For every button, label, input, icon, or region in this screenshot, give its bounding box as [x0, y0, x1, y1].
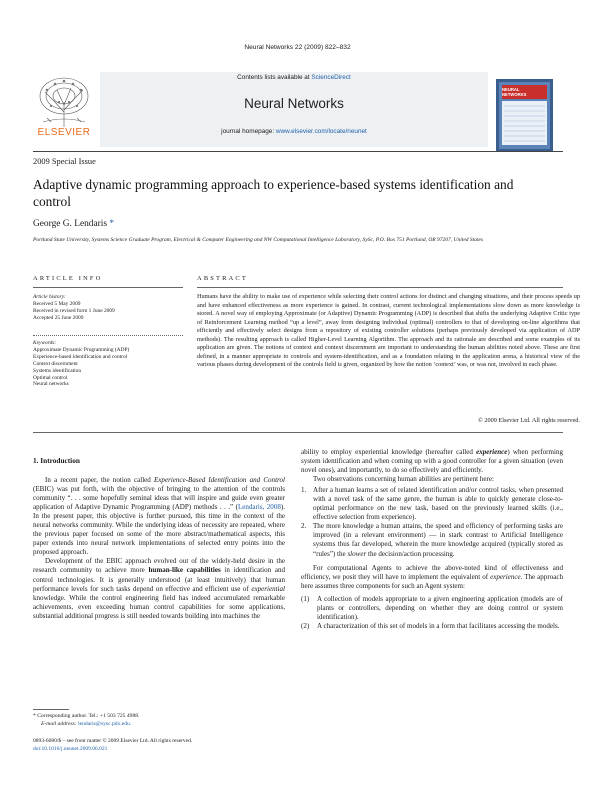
paragraph	[33, 476, 285, 557]
text-run: experience	[476, 448, 508, 456]
history-item: Received in revised form 1 June 2009	[33, 307, 115, 314]
text-run: Experience-Based Identification and Control	[154, 476, 285, 484]
keyword-item: Approximate Dynamic Programming (ADP)	[33, 346, 130, 353]
corresponding-author-note: * Corresponding author. Tel.: +1 503 725 4988.	[33, 713, 140, 719]
email-link[interactable]: lendaris@sysc.pdx.edu.	[78, 721, 132, 727]
author-affiliation: Portland State University, Systems Science Graduate Program, Electrical & Computer Engineering and NW Computational Intelligence Laboratory, SySc, P.O. Box 751 Portland, OR 97207, United States	[33, 237, 484, 243]
paragraph: Two observations concerning human abilities are pertinent here:	[313, 475, 494, 484]
issn-line: 0893-6080/$ – see front matter © 2009 Elsevier Ltd. All rights reserved.	[33, 738, 193, 744]
list-text: the decision/action processing.	[366, 549, 455, 558]
history-item: Accepted 25 June 2009	[33, 314, 84, 321]
abstract-text: Humans have the ability to make use of experience while selecting their control actions for distinct and changing situations, and their process speeds up and have enhanced effectiveness as more experience is gained. In contrast, current technological implementations slow down as more knowledge is stored. A novel way of employing Approximate (or Adaptive) Dynamic Programming (ADP) is described that shifts the underlying Adaptive Critic type of Reinforcement Learning method “up a level”, away from designing individual (optimal) controllers to that of developing on-line algorithms that efficiently and effectively select designs from a repository of existing controller solutions (perhaps previously developed via application of ADP methods). The resulting approach is called Higher-Level Learning Algorithm. The approach and its rationale are described and some examples of its application are given. The notions of context and context discernment are important to understanding the human abilities noted above. These are first defined, in a manner appropriate to controls and system-identification, and as a foundation relating to the application arena, a historical view of the various phases during development of the controls field is given, organized by how the notion ‘context’ was, or was not, involved in each phase.	[197, 293, 580, 368]
right-column	[301, 448, 563, 631]
paragraph	[301, 448, 563, 475]
list-number: (2)	[301, 621, 310, 630]
history-item: Received 5 May 2009	[33, 300, 81, 307]
contents-prefix: Contents lists available at	[237, 74, 312, 81]
journal-running-header: Neural Networks 22 (2009) 822–832	[244, 44, 351, 51]
list-number: 2.	[301, 522, 307, 531]
article-identifiers	[33, 738, 283, 753]
journal-homepage-link[interactable]: www.elsevier.com/locate/neunet	[275, 128, 367, 135]
keyword-item: Experience-based identification and control	[33, 353, 128, 360]
list-text: A collection of models appropriate to a given engineering application (models are of plants or controllers, depending on whether they are doing control or system identification).	[317, 594, 563, 621]
list-text: The more knowledge a human attains, the speed and efficiency of performing tasks are improved (in a relevant environment) — in stark contrast to Artificial Intelligence systems thus far developed, wherein the more knowledge acquired (typically stored as “rules”) the	[313, 522, 563, 558]
text-run: experiential	[251, 584, 285, 593]
text-run: human-like capabilities	[148, 566, 221, 575]
author-name: George G. Lendaris	[33, 219, 108, 229]
header-rule	[33, 151, 563, 152]
list-text: slower	[347, 549, 367, 558]
homepage-prefix: journal homepage:	[221, 128, 276, 135]
article-title: Adaptive dynamic programming approach to experience-based systems identification and control	[33, 177, 514, 209]
abstract-bottom-rule	[33, 432, 563, 433]
author-line	[33, 219, 114, 229]
list-item	[301, 522, 563, 558]
article-info-rule	[33, 287, 183, 288]
text-run: ability to employ experiential knowledge (hereafter called	[301, 448, 477, 456]
journal-title: Neural Networks	[244, 96, 344, 111]
list-number: (1)	[301, 594, 310, 603]
keyword-item: Context discernment	[33, 360, 78, 367]
text-run: For computational Agents to achieve the above-noted kind of effectiveness and efficiency, we posit they will have to implement the equivalent of	[301, 563, 563, 581]
article-info-heading: ARTICLE INFO	[33, 275, 103, 282]
abstract-heading: ABSTRACT	[197, 275, 248, 282]
publisher-name: ELSEVIER	[37, 127, 91, 138]
keyword-item: Neural networks	[33, 381, 69, 388]
text-run: knowledge. While the control engineering field has indeed accumulated remarkable achievements, even exceeding human control capabilities for some applications, substantial additional progress is still needed towards building into machines the	[33, 593, 285, 620]
text-run: Development of the EBIC approach evolved out of the widely-held desire in the research community to achieve more	[33, 557, 285, 575]
text-run: experience	[490, 572, 521, 581]
list-number: 1.	[301, 486, 307, 495]
section-heading: 1. Introduction	[33, 456, 80, 465]
sciencedirect-link[interactable]: ScienceDirect	[311, 74, 351, 81]
text-run: . The approach here assumes three components for such an Agent system:	[301, 572, 563, 590]
email-label: E-mail address:	[41, 721, 79, 727]
keywords-label: Keywords:	[33, 340, 57, 346]
special-issue-label: 2009 Special Issue	[33, 157, 96, 166]
keywords-block	[33, 340, 188, 388]
text-run: ). In the present paper, this objective is further pursued, this time in the context of the neural networks community. While the underlying ideas of necessity are repeated, where the previous paper focused on some of the more abstract/mathematical aspects, this paper extends into neural network implementations of selected entry points into the proposed approach.	[33, 503, 285, 557]
list-text: After a human learns a set of related identification and/or control tasks, when presented with a novel task of the same genre, the human is able to quickly generate close-to-optimal performance on the new task, based on the previously learned skills (i.e., effective selection from experience).	[313, 486, 563, 522]
text-run: In a recent paper, the notion called	[45, 476, 154, 484]
copyright-line: © 2009 Elsevier Ltd. All rights reserved.	[478, 417, 580, 424]
cover-title	[502, 87, 547, 97]
journal-homepage-line	[100, 128, 488, 135]
info-divider	[33, 335, 183, 336]
cover-title-line2: NETWORKS	[502, 92, 527, 97]
abstract-rule	[197, 287, 563, 288]
component-list	[301, 595, 563, 631]
text-run: in identification and control technologies. It is generally understood (at least intuitively) that human performance levels for such tasks depend on effective and efficient use of	[33, 566, 285, 593]
article-history	[33, 294, 188, 322]
paragraph	[301, 564, 563, 591]
list-text: A characterization of this set of models in a form that facilitates accessing the models.	[317, 621, 560, 630]
text-run: (EBIC) was put forth, with the objective of bringing to the attention of the controls community “. . . some hopefully seminal ideas that will inspire and guide even greater application of Adaptive Dynamic Programming (ADP) methods . . .” (	[33, 485, 285, 512]
list-item	[301, 486, 563, 522]
contents-line	[100, 74, 488, 81]
observation-list	[301, 486, 563, 558]
history-label: Article history:	[33, 294, 66, 300]
keyword-item: Optimal control	[33, 374, 68, 381]
footnote	[33, 712, 283, 728]
paragraph	[33, 557, 285, 620]
doi-link[interactable]: doi:10.1016/j.neunet.2009.06.021	[33, 745, 108, 752]
list-item	[301, 595, 563, 622]
corresponding-author-link[interactable]: *	[107, 219, 115, 229]
cover-title-line1: NEURAL	[502, 87, 520, 92]
list-item	[301, 622, 563, 631]
text-run: ) when performing system identification and when coming up with a good controller for a given situation (even novel ones), and importantly, to do so effectively and efficiently.	[301, 448, 563, 475]
keyword-item: Systems identification	[33, 367, 82, 374]
left-column	[33, 476, 285, 621]
reference-link[interactable]: Lendaris, 2008	[237, 503, 281, 512]
footnote-rule	[33, 709, 69, 710]
